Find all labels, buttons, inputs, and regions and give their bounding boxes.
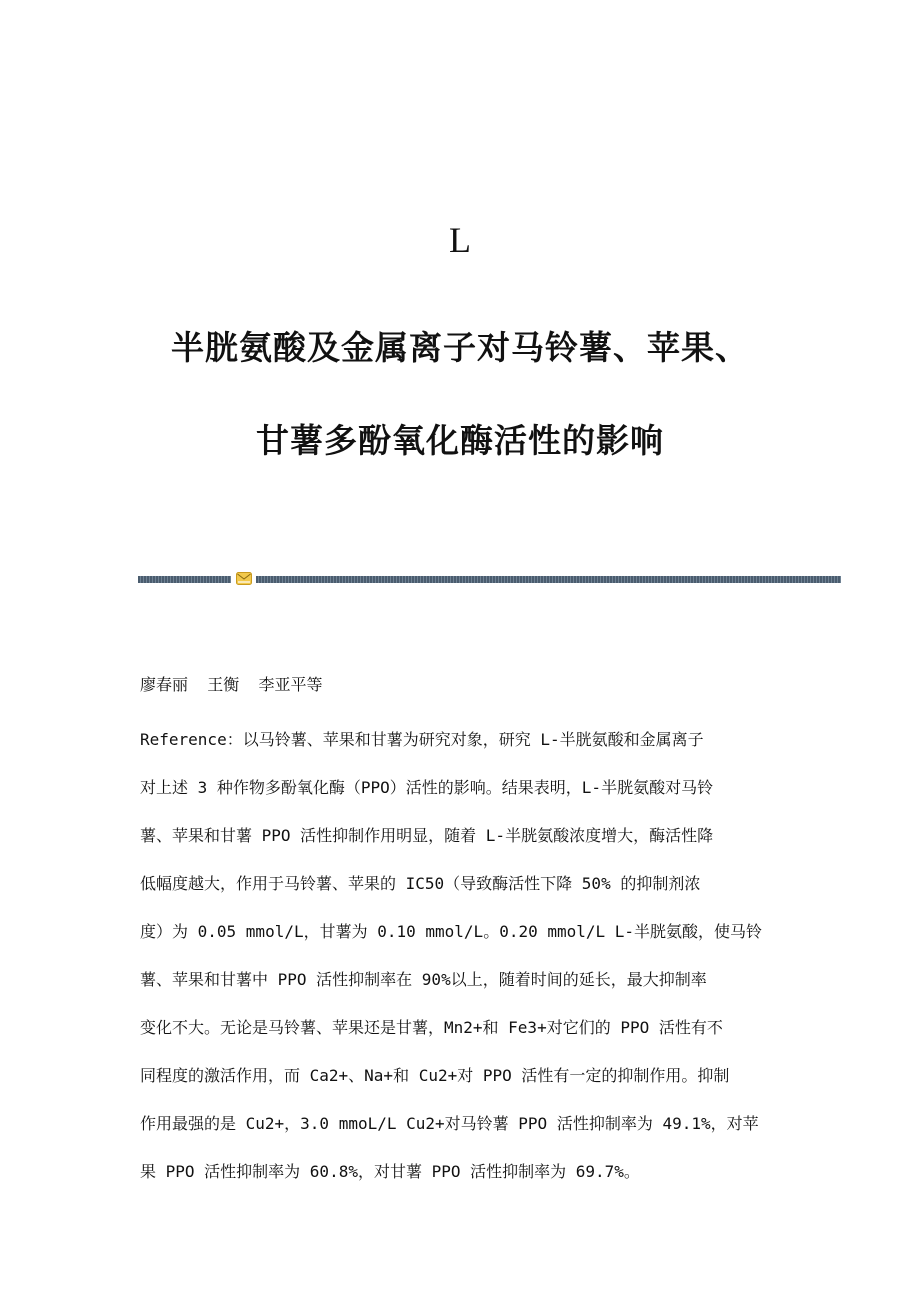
title-line-2: 甘薯多酚氧化酶活性的影响 <box>256 421 664 460</box>
abstract-line: 低幅度越大，作用于马铃薯、苹果的 IC50（导致酶活性下降 50% 的抑制剂浓 <box>140 874 701 893</box>
title-divider <box>138 575 841 584</box>
abstract-line: 对上述 3 种作物多酚氧化酶（PPO）活性的影响。结果表明，L-半胱氨酸对马铃 <box>140 778 714 797</box>
abstract-line: 果 PPO 活性抑制率为 60.8%，对甘薯 PPO 活性抑制率为 69.7%。 <box>140 1162 640 1181</box>
abstract-line: 薯、苹果和甘薯中 PPO 活性抑制率在 90%以上，随着时间的延长，最大抑制率 <box>140 970 707 989</box>
abstract-line: 作用最强的是 Cu2+，3.0 mmoL/L Cu2+对马铃薯 PPO 活性抑制率为 49.1%，对苹 <box>140 1114 759 1133</box>
abstract-line: 变化不大。无论是马铃薯、苹果还是甘薯，Mn2+和 Fe3+对它们的 PPO 活性有不 <box>140 1018 723 1037</box>
abstract-line: Reference：以马铃薯、苹果和甘薯为研究对象，研究 L-半胱氨酸和金属离子 <box>140 730 704 749</box>
envelope-icon <box>236 572 252 585</box>
divider-bar-right <box>256 576 841 583</box>
abstract-line: 薯、苹果和甘薯 PPO 活性抑制作用明显，随着 L-半胱氨酸浓度增大，酶活性降 <box>140 826 714 845</box>
abstract <box>140 727 780 1207</box>
abstract-line: 同程度的激活作用，而 Ca2+、Na+和 Cu2+对 PPO 活性有一定的抑制作用。抑制 <box>140 1066 730 1085</box>
divider-bar-left <box>138 576 231 583</box>
authors: 廖春丽 王衡 李亚平等 <box>140 675 323 694</box>
title-letter: L <box>449 220 471 260</box>
title-line-1: 半胱氨酸及金属离子对马铃薯、苹果、 <box>171 328 749 367</box>
abstract-line: 度）为 0.05 mmol/L，甘薯为 0.10 mmol/L。0.20 mmol/L L-半胱氨酸，使马铃 <box>140 922 763 941</box>
